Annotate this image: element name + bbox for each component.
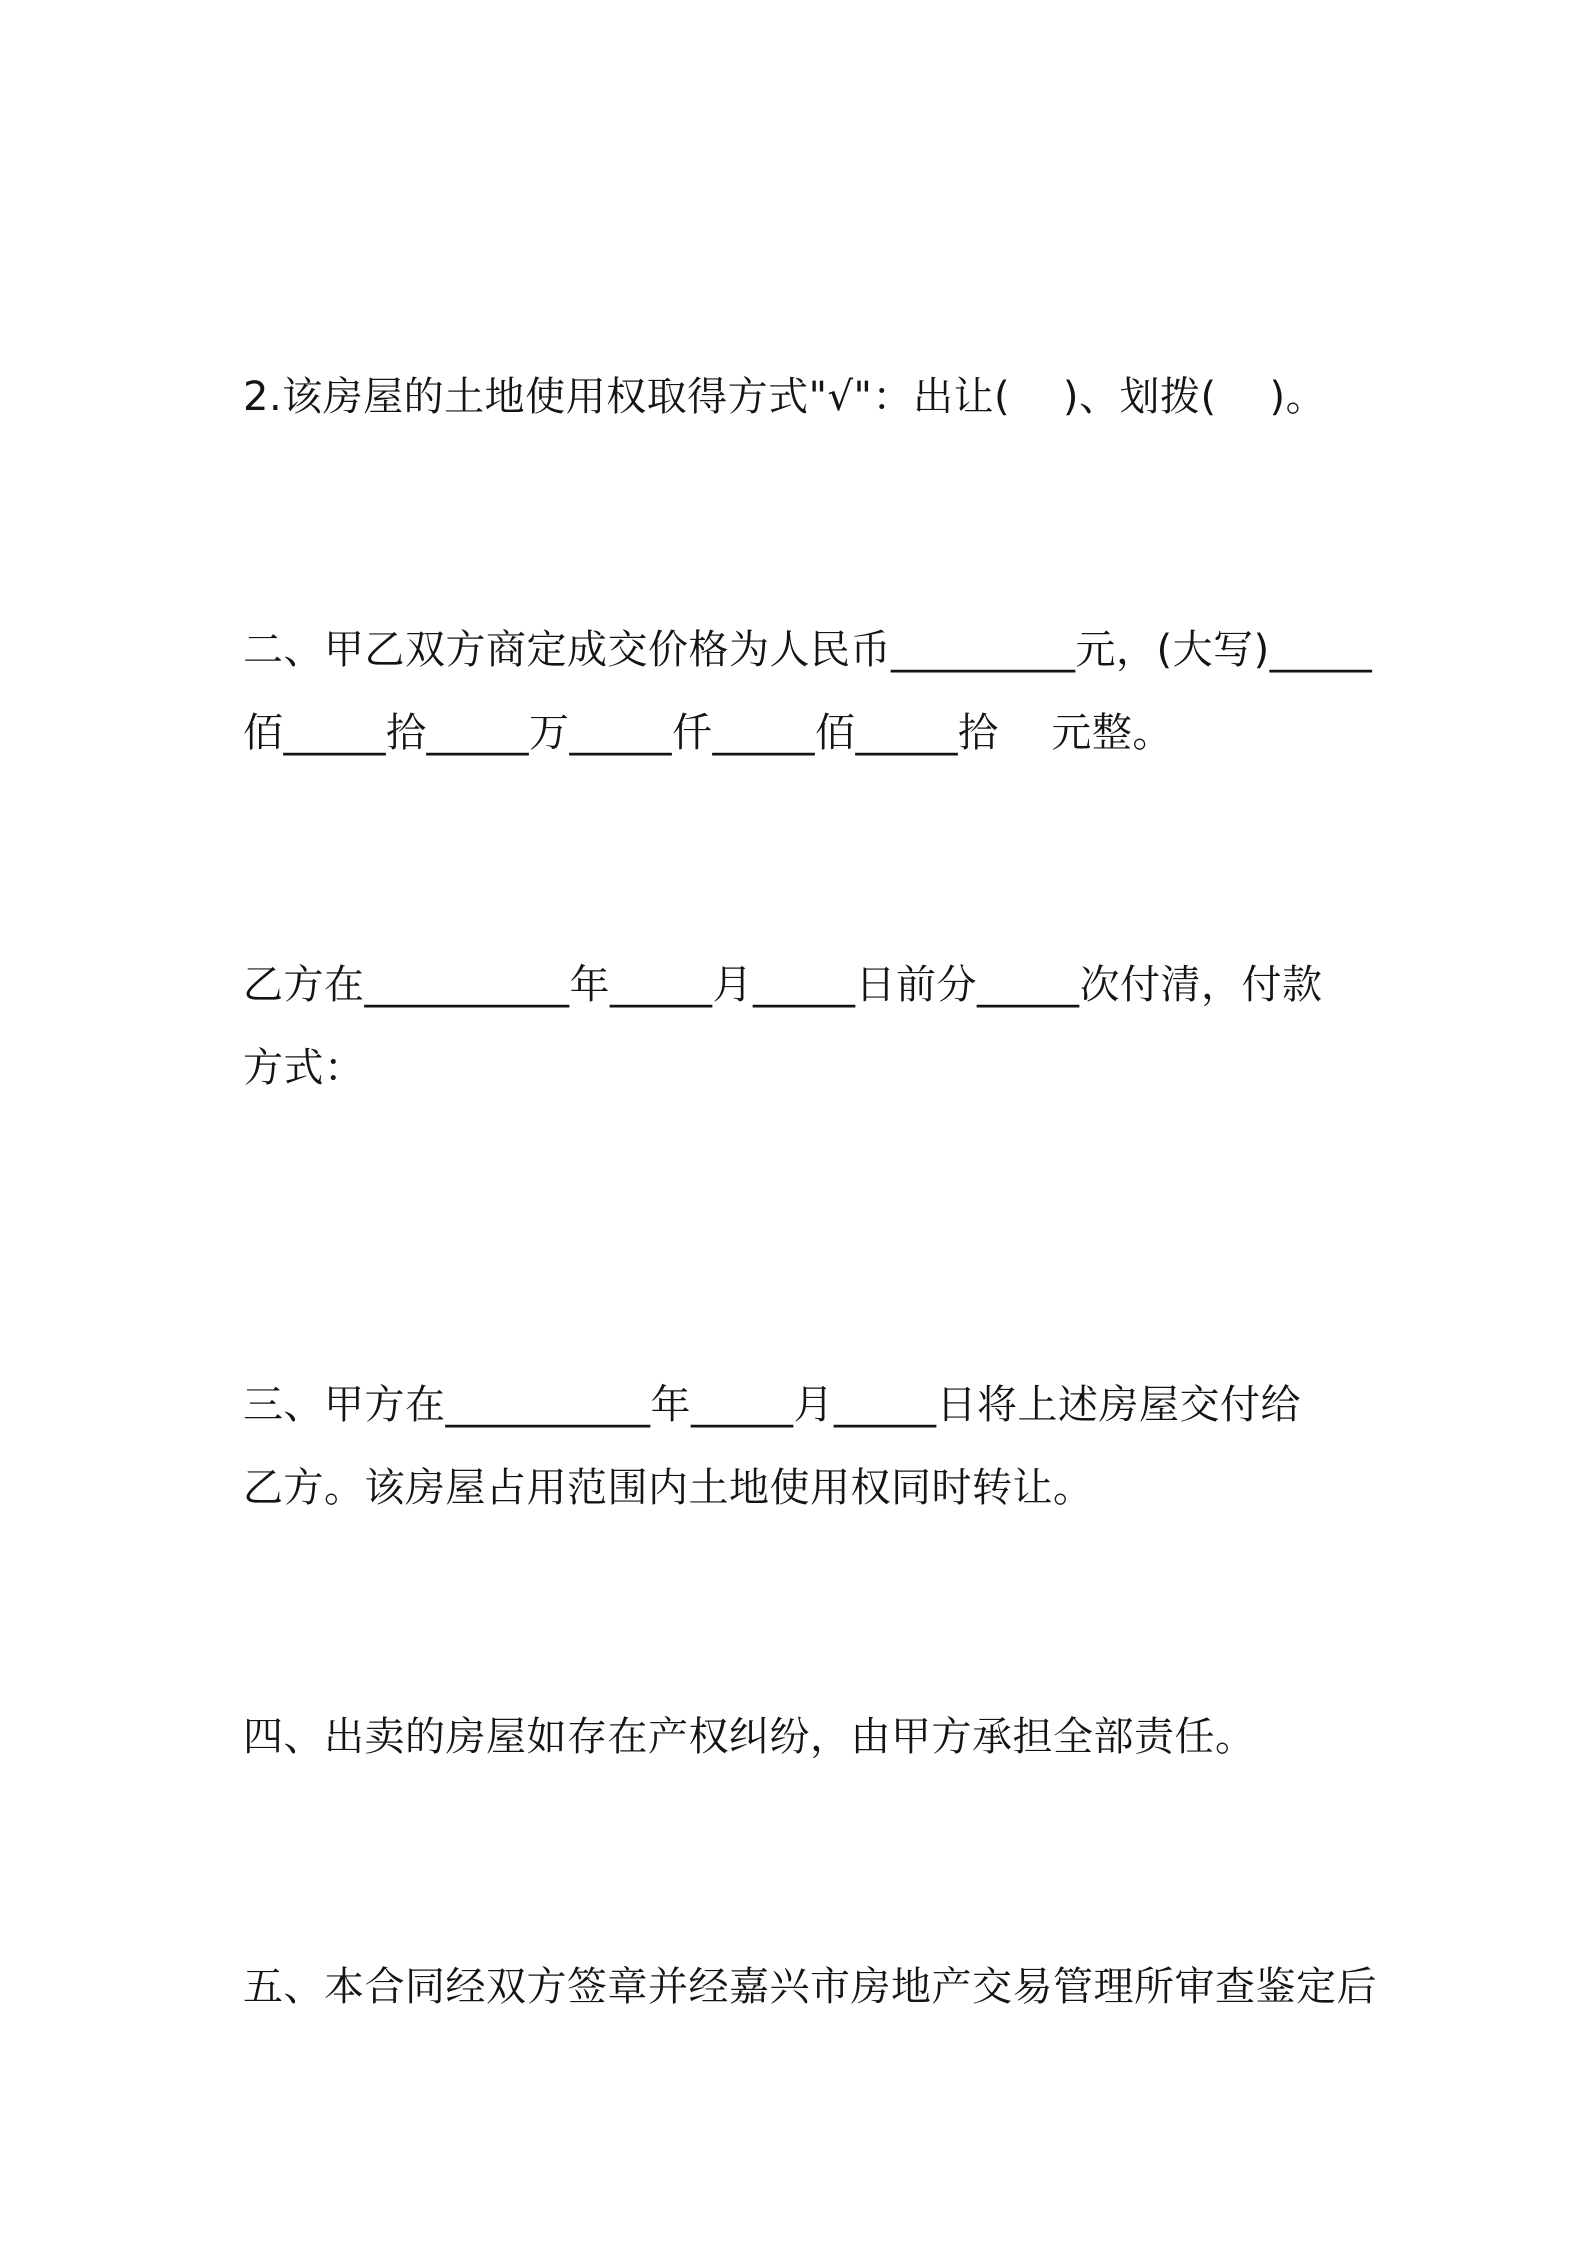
clause-land-use-right-acquisition: 2.该房屋的土地使用权取得方式"√"：出让( )、划拨( )。 xyxy=(243,374,1327,420)
clause-payment-terms-line-2: 方式： xyxy=(243,1045,365,1091)
clause-transaction-price-line-1: 二、甲乙双方商定成交价格为人民币_________元，(大写)_____ xyxy=(243,627,1373,673)
clause-payment-terms-line-1: 乙方在__________年_____月_____日前分_____次付清，付款 xyxy=(243,962,1323,1008)
clause-handover-line-2: 乙方。该房屋占用范围内土地使用权同时转让。 xyxy=(243,1465,1094,1511)
clause-transaction-price-line-2: 佰_____拾_____万_____仟_____佰_____拾 元整。 xyxy=(243,710,1173,756)
clause-contract-effect: 五、本合同经双方签章并经嘉兴市房地产交易管理所审查鉴定后 xyxy=(243,1964,1377,2010)
clause-handover-line-1: 三、甲方在__________年_____月_____日将上述房屋交付给 xyxy=(243,1382,1301,1428)
clause-property-dispute: 四、出卖的房屋如存在产权纠纷，由甲方承担全部责任。 xyxy=(243,1714,1256,1760)
